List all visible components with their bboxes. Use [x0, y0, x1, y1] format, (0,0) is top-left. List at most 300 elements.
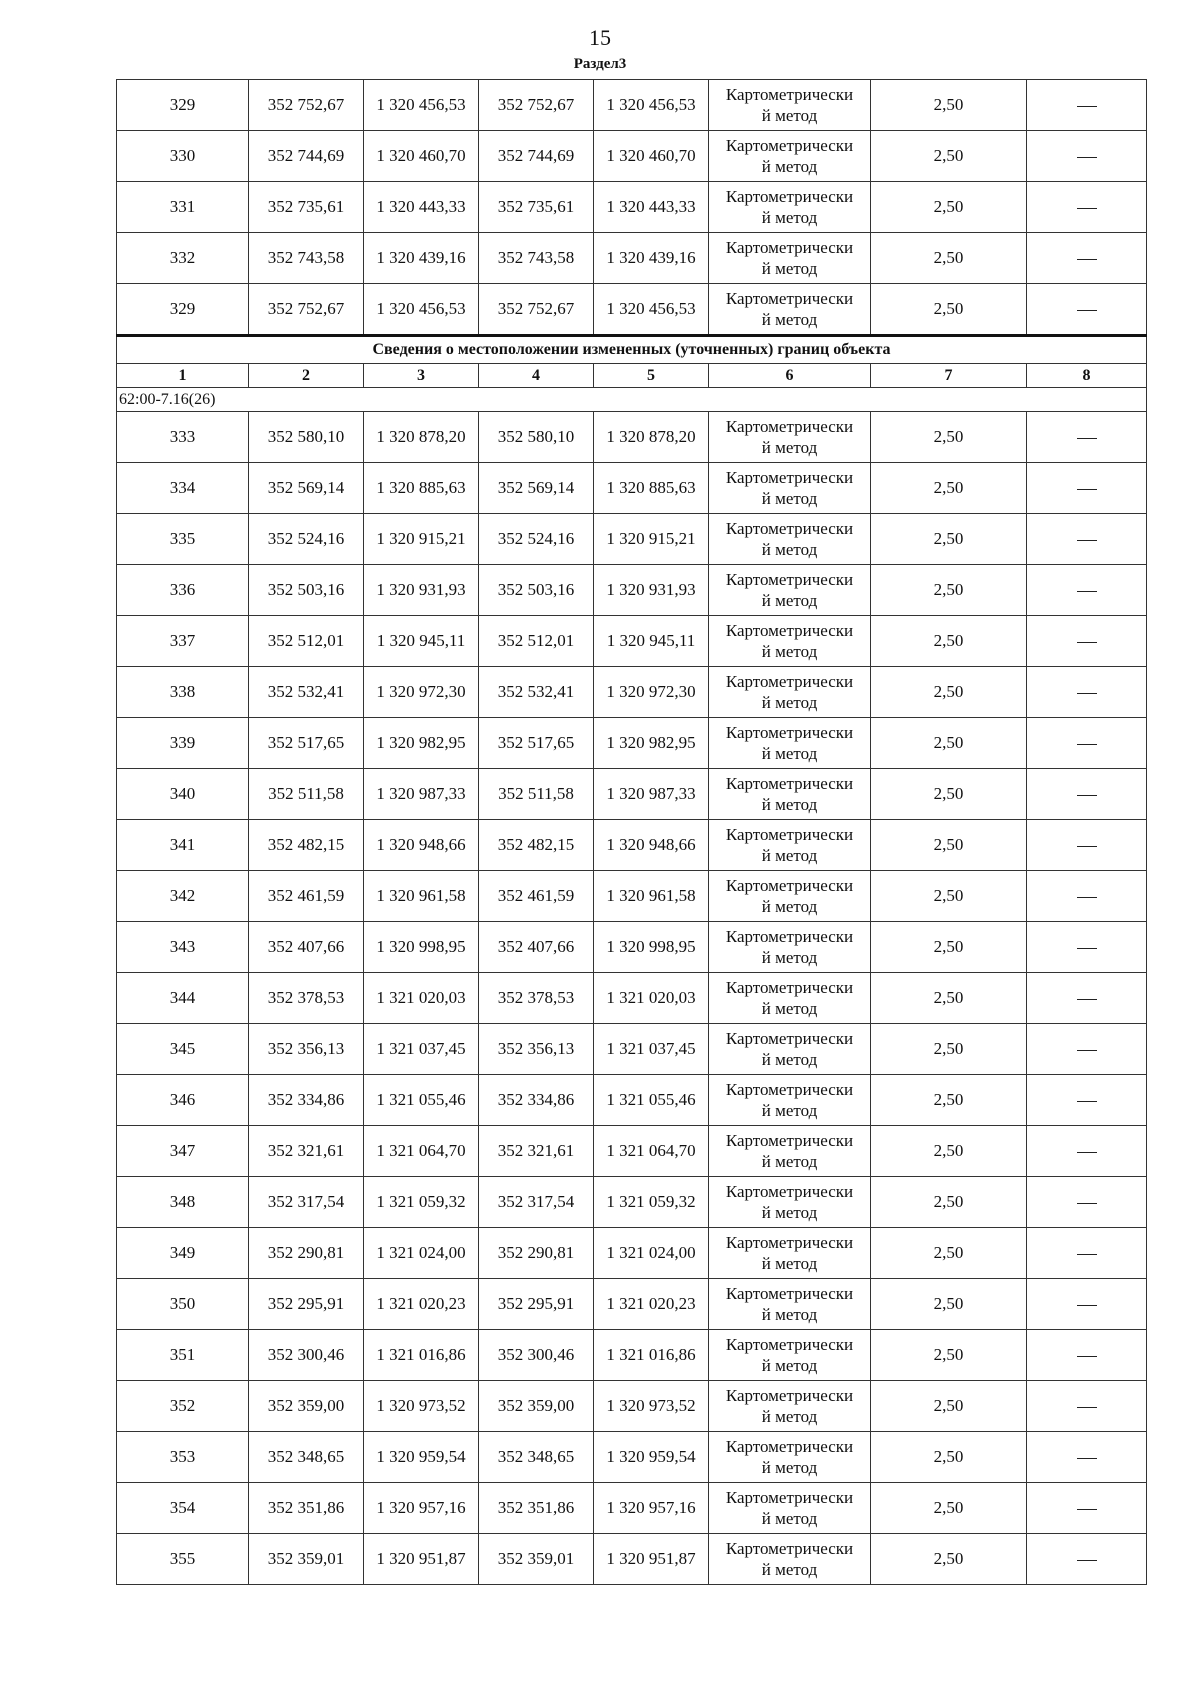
precision-value: 2,50 [871, 1381, 1027, 1432]
method-line-1: Картометрически [725, 1284, 854, 1303]
coord-y-refined: 1 320 460,70 [594, 131, 709, 182]
coord-y-existing: 1 320 460,70 [364, 131, 479, 182]
coord-x-refined: 352 290,81 [479, 1228, 594, 1279]
method-line-1: Картометрически [725, 1488, 854, 1507]
coordinates-table [116, 79, 1147, 1585]
method-cell [709, 667, 871, 718]
coord-y-refined: 1 320 885,63 [594, 463, 709, 514]
method-cell [709, 1330, 871, 1381]
method-line-1: Картометрически [725, 1029, 854, 1048]
dash-mark [1077, 1560, 1097, 1561]
method-line-2: й метод [761, 540, 818, 559]
coord-y-existing: 1 320 972,30 [364, 667, 479, 718]
table-row [117, 565, 1147, 616]
table-caption: Сведения о местоположении измененных (уточненных) границ объекта [117, 336, 1147, 364]
method-line-2: й метод [761, 1458, 818, 1477]
dash-mark [1077, 1050, 1097, 1051]
method-cell [709, 284, 871, 336]
coord-y-existing: 1 321 064,70 [364, 1126, 479, 1177]
method-line-2: й метод [761, 1203, 818, 1222]
method-line-2: й метод [761, 106, 818, 125]
coord-x-existing: 352 512,01 [249, 616, 364, 667]
method-cell [709, 922, 871, 973]
object-id-row [117, 388, 1147, 412]
coord-x-existing: 352 752,67 [249, 80, 364, 131]
coord-x-existing: 352 317,54 [249, 1177, 364, 1228]
coord-y-refined: 1 321 055,46 [594, 1075, 709, 1126]
empty-value-cell [1027, 1126, 1147, 1177]
empty-value-cell [1027, 514, 1147, 565]
coord-y-refined: 1 321 064,70 [594, 1126, 709, 1177]
dash-mark [1077, 1305, 1097, 1306]
precision-value: 2,50 [871, 80, 1027, 131]
coord-x-existing: 352 569,14 [249, 463, 364, 514]
column-number: 8 [1027, 364, 1147, 388]
method-line-2: й метод [761, 897, 818, 916]
coord-y-refined: 1 320 945,11 [594, 616, 709, 667]
point-number: 348 [117, 1177, 249, 1228]
coord-x-existing: 352 517,65 [249, 718, 364, 769]
coord-x-existing: 352 359,01 [249, 1534, 364, 1585]
table-row [117, 1075, 1147, 1126]
dash-mark [1077, 795, 1097, 796]
coord-x-refined: 352 517,65 [479, 718, 594, 769]
method-cell [709, 820, 871, 871]
method-line-2: й метод [761, 157, 818, 176]
dash-mark [1077, 1152, 1097, 1153]
point-number: 330 [117, 131, 249, 182]
dash-mark [1077, 438, 1097, 439]
table-row [117, 616, 1147, 667]
precision-value: 2,50 [871, 182, 1027, 233]
method-line-1: Картометрически [725, 238, 854, 257]
empty-value-cell [1027, 871, 1147, 922]
dash-mark [1077, 106, 1097, 107]
method-line-1: Картометрически [725, 136, 854, 155]
top-rows [117, 80, 1147, 336]
coord-y-refined: 1 320 972,30 [594, 667, 709, 718]
empty-value-cell [1027, 412, 1147, 463]
table-row [117, 1432, 1147, 1483]
coord-x-existing: 352 482,15 [249, 820, 364, 871]
table-row [117, 1024, 1147, 1075]
point-number: 334 [117, 463, 249, 514]
coord-y-refined: 1 321 024,00 [594, 1228, 709, 1279]
point-number: 342 [117, 871, 249, 922]
table-row [117, 1279, 1147, 1330]
precision-value: 2,50 [871, 718, 1027, 769]
point-number: 333 [117, 412, 249, 463]
method-line-2: й метод [761, 1254, 818, 1273]
dash-mark [1077, 948, 1097, 949]
empty-value-cell [1027, 1330, 1147, 1381]
method-line-2: й метод [761, 948, 818, 967]
point-number: 343 [117, 922, 249, 973]
dash-mark [1077, 540, 1097, 541]
coord-y-existing: 1 320 998,95 [364, 922, 479, 973]
coord-x-existing: 352 300,46 [249, 1330, 364, 1381]
dash-mark [1077, 897, 1097, 898]
coord-y-refined: 1 320 443,33 [594, 182, 709, 233]
method-line-1: Картометрически [725, 1539, 854, 1558]
method-cell [709, 182, 871, 233]
method-line-2: й метод [761, 1305, 818, 1324]
dash-mark [1077, 1509, 1097, 1510]
dash-mark [1077, 591, 1097, 592]
bottom-rows [117, 412, 1147, 1585]
coord-x-existing: 352 524,16 [249, 514, 364, 565]
table-row [117, 1228, 1147, 1279]
coord-x-refined: 352 334,86 [479, 1075, 594, 1126]
coord-x-refined: 352 511,58 [479, 769, 594, 820]
method-cell [709, 514, 871, 565]
method-line-2: й метод [761, 795, 818, 814]
coord-x-existing: 352 407,66 [249, 922, 364, 973]
empty-value-cell [1027, 1075, 1147, 1126]
method-line-1: Картометрически [725, 1131, 854, 1150]
coord-x-existing: 352 752,67 [249, 284, 364, 336]
coord-x-existing: 352 743,58 [249, 233, 364, 284]
coord-x-refined: 352 569,14 [479, 463, 594, 514]
coord-x-refined: 352 295,91 [479, 1279, 594, 1330]
dash-mark [1077, 157, 1097, 158]
method-line-1: Картометрически [725, 1080, 854, 1099]
method-cell [709, 131, 871, 182]
coord-x-existing: 352 503,16 [249, 565, 364, 616]
dash-mark [1077, 744, 1097, 745]
precision-value: 2,50 [871, 463, 1027, 514]
dash-mark [1077, 1458, 1097, 1459]
coord-y-existing: 1 320 961,58 [364, 871, 479, 922]
method-line-1: Картометрически [725, 825, 854, 844]
dash-mark [1077, 259, 1097, 260]
table-row [117, 922, 1147, 973]
method-line-2: й метод [761, 489, 818, 508]
coord-x-refined: 352 359,00 [479, 1381, 594, 1432]
method-cell [709, 1228, 871, 1279]
coord-x-existing: 352 290,81 [249, 1228, 364, 1279]
coord-y-refined: 1 320 456,53 [594, 284, 709, 336]
table-row [117, 182, 1147, 233]
column-number: 6 [709, 364, 871, 388]
coord-x-refined: 352 735,61 [479, 182, 594, 233]
method-line-2: й метод [761, 846, 818, 865]
precision-value: 2,50 [871, 1483, 1027, 1534]
coord-x-refined: 352 752,67 [479, 284, 594, 336]
coord-y-existing: 1 320 878,20 [364, 412, 479, 463]
coord-x-refined: 352 378,53 [479, 973, 594, 1024]
precision-value: 2,50 [871, 973, 1027, 1024]
coord-y-refined: 1 320 957,16 [594, 1483, 709, 1534]
dash-mark [1077, 1407, 1097, 1408]
coord-y-existing: 1 320 959,54 [364, 1432, 479, 1483]
coord-y-refined: 1 320 973,52 [594, 1381, 709, 1432]
precision-value: 2,50 [871, 667, 1027, 718]
precision-value: 2,50 [871, 616, 1027, 667]
coord-y-refined: 1 321 037,45 [594, 1024, 709, 1075]
coord-x-existing: 352 461,59 [249, 871, 364, 922]
table-row [117, 973, 1147, 1024]
point-number: 329 [117, 284, 249, 336]
table-row [117, 1126, 1147, 1177]
method-cell [709, 1126, 871, 1177]
precision-value: 2,50 [871, 820, 1027, 871]
dash-mark [1077, 310, 1097, 311]
method-cell [709, 412, 871, 463]
page-number: 15 [589, 25, 611, 50]
dash-mark [1077, 1101, 1097, 1102]
method-line-1: Картометрически [725, 1437, 854, 1456]
empty-value-cell [1027, 463, 1147, 514]
dash-mark [1077, 1356, 1097, 1357]
coord-x-refined: 352 359,01 [479, 1534, 594, 1585]
column-number: 7 [871, 364, 1027, 388]
method-line-1: Картометрически [725, 468, 854, 487]
point-number: 352 [117, 1381, 249, 1432]
coord-y-existing: 1 320 987,33 [364, 769, 479, 820]
method-cell [709, 616, 871, 667]
method-line-1: Картометрически [725, 621, 854, 640]
empty-value-cell [1027, 1024, 1147, 1075]
method-cell [709, 565, 871, 616]
coord-y-refined: 1 320 915,21 [594, 514, 709, 565]
coord-y-refined: 1 320 948,66 [594, 820, 709, 871]
coord-x-existing: 352 511,58 [249, 769, 364, 820]
point-number: 336 [117, 565, 249, 616]
precision-value: 2,50 [871, 565, 1027, 616]
table-row [117, 769, 1147, 820]
method-line-2: й метод [761, 1101, 818, 1120]
table-row [117, 80, 1147, 131]
coord-x-refined: 352 321,61 [479, 1126, 594, 1177]
method-cell [709, 1381, 871, 1432]
method-line-2: й метод [761, 1509, 818, 1528]
table-row [117, 131, 1147, 182]
coord-y-refined: 1 321 016,86 [594, 1330, 709, 1381]
coord-x-existing: 352 348,65 [249, 1432, 364, 1483]
point-number: 351 [117, 1330, 249, 1381]
coord-y-existing: 1 321 016,86 [364, 1330, 479, 1381]
coord-x-refined: 352 348,65 [479, 1432, 594, 1483]
method-line-1: Картометрически [725, 672, 854, 691]
coord-y-refined: 1 320 959,54 [594, 1432, 709, 1483]
method-line-1: Картометрически [725, 187, 854, 206]
precision-value: 2,50 [871, 1279, 1027, 1330]
method-line-2: й метод [761, 591, 818, 610]
method-cell [709, 233, 871, 284]
coord-x-refined: 352 580,10 [479, 412, 594, 463]
method-line-2: й метод [761, 1050, 818, 1069]
precision-value: 2,50 [871, 769, 1027, 820]
coord-y-refined: 1 320 982,95 [594, 718, 709, 769]
table-row [117, 1177, 1147, 1228]
coord-y-refined: 1 320 456,53 [594, 80, 709, 131]
coord-x-existing: 352 295,91 [249, 1279, 364, 1330]
method-line-2: й метод [761, 438, 818, 457]
empty-value-cell [1027, 1177, 1147, 1228]
empty-value-cell [1027, 769, 1147, 820]
coord-y-existing: 1 321 059,32 [364, 1177, 479, 1228]
empty-value-cell [1027, 80, 1147, 131]
coord-y-existing: 1 320 885,63 [364, 463, 479, 514]
point-number: 346 [117, 1075, 249, 1126]
coord-x-existing: 352 351,86 [249, 1483, 364, 1534]
column-number: 5 [594, 364, 709, 388]
coord-y-existing: 1 320 456,53 [364, 284, 479, 336]
method-cell [709, 1177, 871, 1228]
method-cell [709, 871, 871, 922]
coord-y-existing: 1 321 024,00 [364, 1228, 479, 1279]
method-line-2: й метод [761, 310, 818, 329]
method-cell [709, 973, 871, 1024]
coord-y-refined: 1 320 951,87 [594, 1534, 709, 1585]
point-number: 350 [117, 1279, 249, 1330]
coord-x-refined: 352 407,66 [479, 922, 594, 973]
precision-value: 2,50 [871, 1432, 1027, 1483]
coord-y-refined: 1 320 878,20 [594, 412, 709, 463]
point-number: 349 [117, 1228, 249, 1279]
table-row [117, 1330, 1147, 1381]
coord-x-existing: 352 321,61 [249, 1126, 364, 1177]
coord-x-existing: 352 532,41 [249, 667, 364, 718]
table-row [117, 667, 1147, 718]
method-line-1: Картометрически [725, 927, 854, 946]
precision-value: 2,50 [871, 1024, 1027, 1075]
coord-y-existing: 1 320 443,33 [364, 182, 479, 233]
dash-mark [1077, 1203, 1097, 1204]
coord-y-existing: 1 321 020,03 [364, 973, 479, 1024]
method-cell [709, 718, 871, 769]
empty-value-cell [1027, 284, 1147, 336]
empty-value-cell [1027, 616, 1147, 667]
method-line-2: й метод [761, 1356, 818, 1375]
coord-x-refined: 352 512,01 [479, 616, 594, 667]
method-line-2: й метод [761, 693, 818, 712]
table-row [117, 1534, 1147, 1585]
dash-mark [1077, 693, 1097, 694]
coord-y-existing: 1 321 037,45 [364, 1024, 479, 1075]
method-line-2: й метод [761, 999, 818, 1018]
precision-value: 2,50 [871, 1177, 1027, 1228]
point-number: 341 [117, 820, 249, 871]
coord-x-refined: 352 461,59 [479, 871, 594, 922]
point-number: 332 [117, 233, 249, 284]
point-number: 337 [117, 616, 249, 667]
method-line-2: й метод [761, 1407, 818, 1426]
method-cell [709, 80, 871, 131]
precision-value: 2,50 [871, 284, 1027, 336]
method-line-1: Картометрически [725, 417, 854, 436]
empty-value-cell [1027, 1534, 1147, 1585]
section-title: Раздел3 [573, 56, 627, 72]
coord-y-existing: 1 320 439,16 [364, 233, 479, 284]
precision-value: 2,50 [871, 233, 1027, 284]
method-cell [709, 463, 871, 514]
coord-y-existing: 1 321 055,46 [364, 1075, 479, 1126]
method-line-2: й метод [761, 642, 818, 661]
method-line-2: й метод [761, 1560, 818, 1579]
caption-section [117, 336, 1147, 412]
method-line-1: Картометрически [725, 1386, 854, 1405]
method-line-2: й метод [761, 744, 818, 763]
coord-y-refined: 1 321 059,32 [594, 1177, 709, 1228]
coord-x-existing: 352 359,00 [249, 1381, 364, 1432]
method-line-2: й метод [761, 1152, 818, 1171]
coord-x-refined: 352 351,86 [479, 1483, 594, 1534]
table-row [117, 463, 1147, 514]
point-number: 329 [117, 80, 249, 131]
empty-value-cell [1027, 565, 1147, 616]
coord-y-refined: 1 320 439,16 [594, 233, 709, 284]
table-row [117, 718, 1147, 769]
coord-y-refined: 1 320 998,95 [594, 922, 709, 973]
point-number: 338 [117, 667, 249, 718]
point-number: 340 [117, 769, 249, 820]
table-row [117, 412, 1147, 463]
dash-mark [1077, 208, 1097, 209]
coord-y-existing: 1 320 915,21 [364, 514, 479, 565]
coord-y-existing: 1 320 931,93 [364, 565, 479, 616]
point-number: 355 [117, 1534, 249, 1585]
precision-value: 2,50 [871, 1075, 1027, 1126]
coord-x-refined: 352 524,16 [479, 514, 594, 565]
method-cell [709, 1024, 871, 1075]
empty-value-cell [1027, 922, 1147, 973]
method-line-2: й метод [761, 208, 818, 227]
method-cell [709, 1483, 871, 1534]
point-number: 345 [117, 1024, 249, 1075]
coord-y-refined: 1 320 961,58 [594, 871, 709, 922]
dash-mark [1077, 489, 1097, 490]
coord-x-refined: 352 532,41 [479, 667, 594, 718]
coord-x-refined: 352 743,58 [479, 233, 594, 284]
empty-value-cell [1027, 1432, 1147, 1483]
point-number: 339 [117, 718, 249, 769]
coord-x-refined: 352 744,69 [479, 131, 594, 182]
coord-x-refined: 352 482,15 [479, 820, 594, 871]
coord-x-refined: 352 503,16 [479, 565, 594, 616]
coord-y-refined: 1 320 931,93 [594, 565, 709, 616]
coord-y-existing: 1 320 945,11 [364, 616, 479, 667]
method-line-1: Картометрически [725, 519, 854, 538]
method-cell [709, 1432, 871, 1483]
table-row [117, 284, 1147, 336]
empty-value-cell [1027, 131, 1147, 182]
coord-y-existing: 1 320 982,95 [364, 718, 479, 769]
method-cell [709, 1279, 871, 1330]
method-line-1: Картометрически [725, 1335, 854, 1354]
table-row [117, 1381, 1147, 1432]
empty-value-cell [1027, 667, 1147, 718]
point-number: 335 [117, 514, 249, 565]
coord-x-existing: 352 378,53 [249, 973, 364, 1024]
empty-value-cell [1027, 1483, 1147, 1534]
point-number: 331 [117, 182, 249, 233]
precision-value: 2,50 [871, 1228, 1027, 1279]
precision-value: 2,50 [871, 1126, 1027, 1177]
point-number: 347 [117, 1126, 249, 1177]
method-line-1: Картометрически [725, 85, 854, 104]
precision-value: 2,50 [871, 871, 1027, 922]
coord-x-existing: 352 735,61 [249, 182, 364, 233]
method-line-1: Картометрически [725, 978, 854, 997]
method-cell [709, 1075, 871, 1126]
coord-y-existing: 1 321 020,23 [364, 1279, 479, 1330]
coord-x-refined: 352 300,46 [479, 1330, 594, 1381]
precision-value: 2,50 [871, 922, 1027, 973]
precision-value: 2,50 [871, 1534, 1027, 1585]
table-row [117, 871, 1147, 922]
